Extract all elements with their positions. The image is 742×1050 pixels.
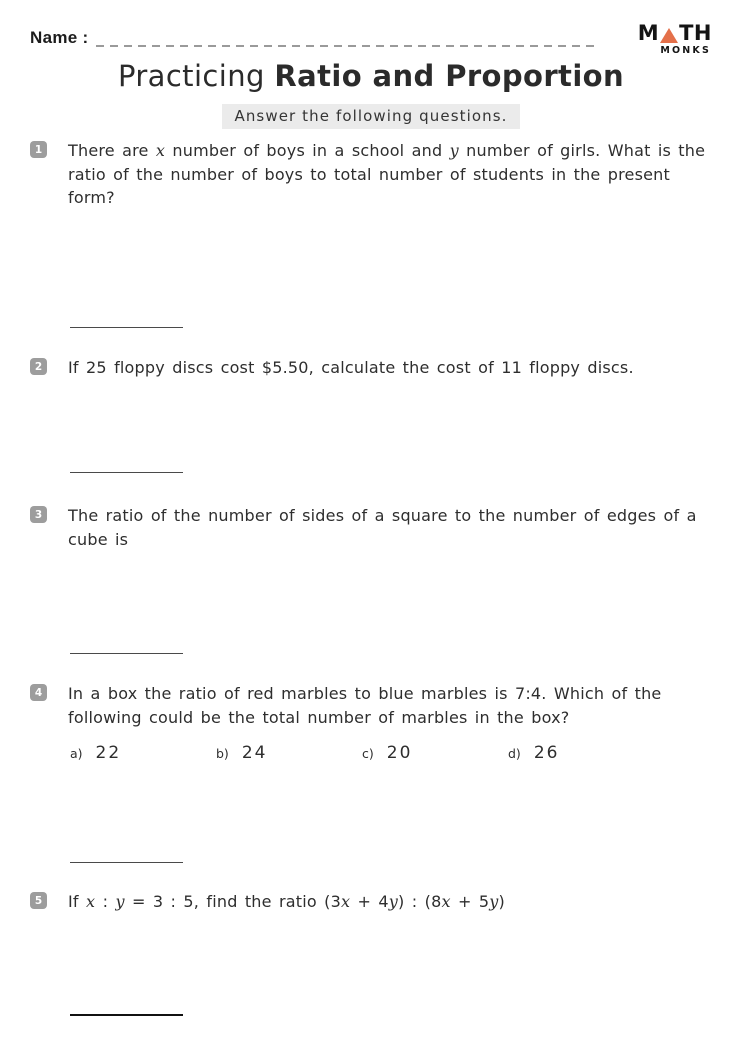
question-number-badge: 5 (30, 892, 47, 909)
question-2 (30, 356, 714, 380)
question-text-part: : (95, 892, 116, 911)
question-3-text: The ratio of the number of sides of a square to the number of edges of a cube is (68, 506, 697, 549)
question-4-options (68, 743, 714, 767)
instructions-banner: Answer the following questions. (222, 104, 519, 129)
math-variable: x (86, 892, 96, 911)
question-number-badge: 1 (30, 141, 47, 158)
question-4 (30, 682, 714, 772)
math-variable: y (489, 892, 499, 911)
option-d (508, 743, 559, 763)
option-label: d) (508, 746, 521, 761)
question-text-part: + 5 (450, 892, 490, 911)
math-variable: y (115, 892, 125, 911)
question-text-part: There are (68, 141, 156, 160)
logo-wordmark (638, 23, 712, 44)
page-title-light: Practicing (117, 59, 275, 93)
option-value: 22 (95, 743, 122, 763)
page-title (0, 59, 742, 93)
option-c (362, 743, 412, 763)
answer-line-3 (70, 653, 183, 654)
name-fill-line (96, 45, 595, 47)
option-b (216, 743, 267, 763)
page-title-bold: Ratio and Proportion (274, 59, 625, 93)
question-1 (30, 139, 714, 210)
logo-letter-m: M (637, 21, 660, 45)
logo-monks-text: MONKS (660, 45, 711, 56)
logo-letters-th: TH (679, 21, 712, 45)
math-variable: x (155, 141, 166, 160)
answer-line-2 (70, 472, 183, 473)
option-label: b) (216, 746, 229, 761)
answer-line-5 (70, 1014, 183, 1016)
question-2-text: If 25 floppy discs cost $5.50, calculate the cost of 11 floppy discs. (68, 358, 634, 377)
math-variable: x (441, 892, 451, 911)
triangle-icon (660, 28, 678, 43)
question-text-part: number of girls. What is the ratio of the number of boys to total number of students in the present form? (68, 141, 706, 207)
question-text-part: ) (498, 892, 505, 911)
question-number-badge: 3 (30, 506, 47, 523)
question-1-text (68, 139, 714, 210)
option-value: 24 (241, 743, 268, 763)
question-text-part: number of boys in a school and (165, 141, 450, 160)
subtitle-wrap (0, 104, 742, 129)
math-variable: y (388, 892, 399, 911)
question-text-part: + 4 (350, 892, 389, 911)
answer-line-1 (70, 327, 183, 328)
math-monks-logo (638, 23, 712, 56)
math-variable: y (449, 141, 459, 160)
question-5 (30, 890, 714, 914)
question-text-part: = 3 : 5, find the ratio (3 (124, 892, 341, 911)
option-label: a) (70, 746, 83, 761)
question-text-part: If (68, 892, 87, 911)
option-a (70, 743, 121, 763)
math-variable: x (340, 892, 351, 911)
question-number-badge: 4 (30, 684, 47, 701)
question-4-text: In a box the ratio of red marbles to blue marbles is 7:4. Which of the following could be the total number of marbles in the box? (68, 684, 662, 727)
option-label: c) (362, 746, 374, 761)
option-value: 20 (386, 743, 413, 763)
question-3 (30, 504, 714, 551)
question-5-text (68, 890, 714, 914)
option-value: 26 (533, 743, 560, 763)
name-label: Name : (30, 28, 89, 47)
question-text-part: ) : (8 (398, 892, 442, 911)
answer-line-4 (70, 862, 183, 863)
question-number-badge: 2 (30, 358, 47, 375)
